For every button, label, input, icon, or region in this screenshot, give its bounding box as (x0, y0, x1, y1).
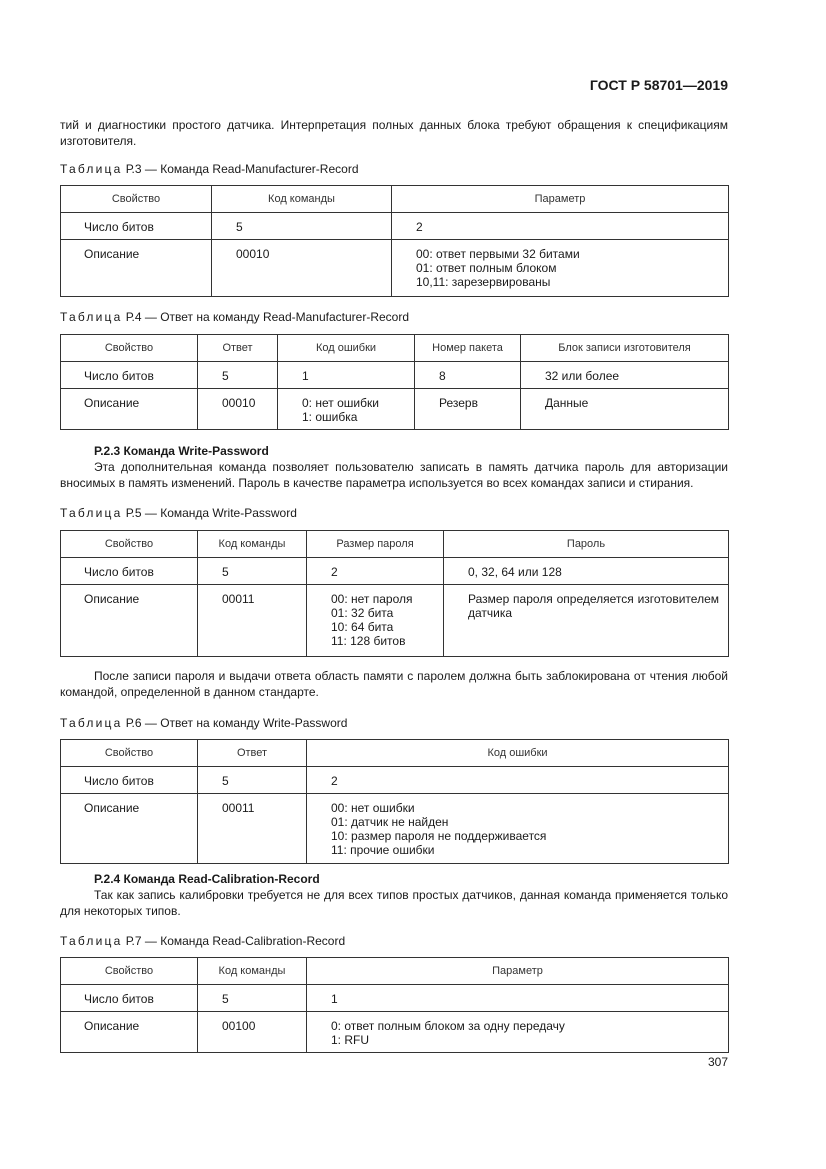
table7-cell: Число битов (61, 985, 198, 1012)
table7-header-code: Код команды (198, 958, 307, 985)
table7-caption: Таблица Р.7 — Команда Read-Calibration-Record (60, 934, 346, 948)
table7-cell: 00100 (198, 1012, 307, 1053)
cell-line: 11: прочие ошибки (331, 843, 435, 857)
table6-cell (307, 794, 729, 864)
table-row (61, 585, 729, 657)
table6-header-error-code: Код ошибки (307, 740, 729, 767)
table5-header-code: Код команды (198, 531, 307, 558)
table-row (61, 389, 729, 430)
table5-header-property: Свойство (61, 531, 198, 558)
table-row (61, 362, 729, 389)
table4-header-record-block: Блок записи изготовителя (521, 335, 729, 362)
cell-line: 00: нет ошибки (331, 801, 415, 815)
section-p23-text: Эта дополнительная команда позволяет пользователю записать в память датчика пароль для авторизации вносимых в память изменений. Пароль в качестве параметра используется во всех командах записи и стирания. (60, 460, 728, 490)
table6-cell: Описание (61, 794, 198, 864)
table5-cell: 00011 (198, 585, 307, 657)
cell-line: 10: 64 бита (331, 620, 394, 634)
table-row (61, 1012, 729, 1053)
table5-header-password-size: Размер пароля (307, 531, 444, 558)
table5 (60, 530, 729, 657)
table3-cell: 00010 (212, 240, 392, 297)
cell-line: 10: размер пароля не поддерживается (331, 829, 547, 843)
cell-line: 00: нет пароля (331, 592, 413, 606)
table3-cell: 2 (392, 213, 729, 240)
table5-cell: 0, 32, 64 или 128 (444, 558, 729, 585)
table5-cell: 2 (307, 558, 444, 585)
section-p24-title: Р.2.4 Команда Read-Calibration-Record (94, 872, 320, 886)
table5-header-password: Пароль (444, 531, 729, 558)
standard-number: ГОСТ Р 58701—2019 (589, 77, 728, 93)
cell-line: 1: ошибка (302, 410, 358, 424)
table7-header-property: Свойство (61, 958, 198, 985)
table-row (61, 794, 729, 864)
table4-cell: 32 или более (521, 362, 729, 389)
table3-header-parameter: Параметр (392, 186, 729, 213)
table3 (60, 185, 729, 297)
cell-line: 1: RFU (331, 1033, 370, 1047)
table3-cell: Описание (61, 240, 212, 297)
table4-cell: Число битов (61, 362, 198, 389)
table4-cell: Описание (61, 389, 198, 430)
table7-cell: Описание (61, 1012, 198, 1053)
table4-cell: 5 (198, 362, 278, 389)
table-row (61, 985, 729, 1012)
table6-header-response: Ответ (198, 740, 307, 767)
table4-cell: 1 (278, 362, 415, 389)
table3-cell: 5 (212, 213, 392, 240)
table-row (61, 558, 729, 585)
table6-cell: 5 (198, 767, 307, 794)
table4-header-property: Свойство (61, 335, 198, 362)
cell-line: 01: 32 бита (331, 606, 394, 620)
table4-cell (278, 389, 415, 430)
table3-header-code: Код команды (212, 186, 392, 213)
table4-cell: Резерв (415, 389, 521, 430)
table6-header-property: Свойство (61, 740, 198, 767)
cell-line: 10,11: зарезервированы (416, 275, 551, 289)
table4-header-packet-number: Номер пакета (415, 335, 521, 362)
table4-cell: Данные (521, 389, 729, 430)
table7-cell: 1 (307, 985, 729, 1012)
cell-line: 01: датчик не найден (331, 815, 449, 829)
table5-cell: 5 (198, 558, 307, 585)
after-table5-paragraph: После записи пароля и выдачи ответа область памяти с паролем должна быть заблокирована от чтения любой командой, определенной в данном стандарте. (60, 669, 728, 699)
table-row (61, 240, 729, 297)
table7-header-parameter: Параметр (307, 958, 729, 985)
table4-caption: Таблица Р.4 — Ответ на команду Read-Manufacturer-Record (60, 310, 410, 324)
table4 (60, 334, 729, 430)
table6-cell: Число битов (61, 767, 198, 794)
table-row (61, 767, 729, 794)
table5-cell: Размер пароля определяется изготовителем датчика (444, 585, 729, 657)
table6 (60, 739, 729, 864)
table3-header-property: Свойство (61, 186, 212, 213)
table4-header-error-code: Код ошибки (278, 335, 415, 362)
section-p24-text: Так как запись калибровки требуется не для всех типов простых датчиков, данная команда применяется только для некоторых типов. (60, 888, 728, 918)
cell-line: 0: нет ошибки (302, 396, 379, 410)
cell-line: 01: ответ полным блоком (416, 261, 557, 275)
cell-line: 11: 128 битов (331, 634, 406, 648)
table6-caption: Таблица Р.6 — Ответ на команду Write-Password (60, 716, 348, 730)
table7-cell (307, 1012, 729, 1053)
cell-line: 0: ответ полным блоком за одну передачу (331, 1019, 565, 1033)
table6-cell: 2 (307, 767, 729, 794)
table4-cell: 00010 (198, 389, 278, 430)
table4-cell: 8 (415, 362, 521, 389)
table7 (60, 957, 729, 1053)
intro-paragraph: тий и диагностики простого датчика. Интерпретация полных данных блока требуют обращения к спецификациям изготовителя. (60, 118, 728, 148)
table3-cell: Число битов (61, 213, 212, 240)
table-row (61, 213, 729, 240)
section-p23-title: Р.2.3 Команда Write-Password (94, 444, 269, 458)
table7-cell: 5 (198, 985, 307, 1012)
table6-cell: 00011 (198, 794, 307, 864)
cell-line: 00: ответ первыми 32 битами (416, 247, 580, 261)
table3-cell (392, 240, 729, 297)
page-number: 307 (707, 1055, 728, 1069)
table5-cell: Описание (61, 585, 198, 657)
table5-cell: Число битов (61, 558, 198, 585)
table3-caption: Таблица Р.3 — Команда Read-Manufacturer-Record (60, 162, 359, 176)
table5-cell (307, 585, 444, 657)
table4-header-response: Ответ (198, 335, 278, 362)
table5-caption: Таблица Р.5 — Команда Write-Password (60, 506, 297, 520)
